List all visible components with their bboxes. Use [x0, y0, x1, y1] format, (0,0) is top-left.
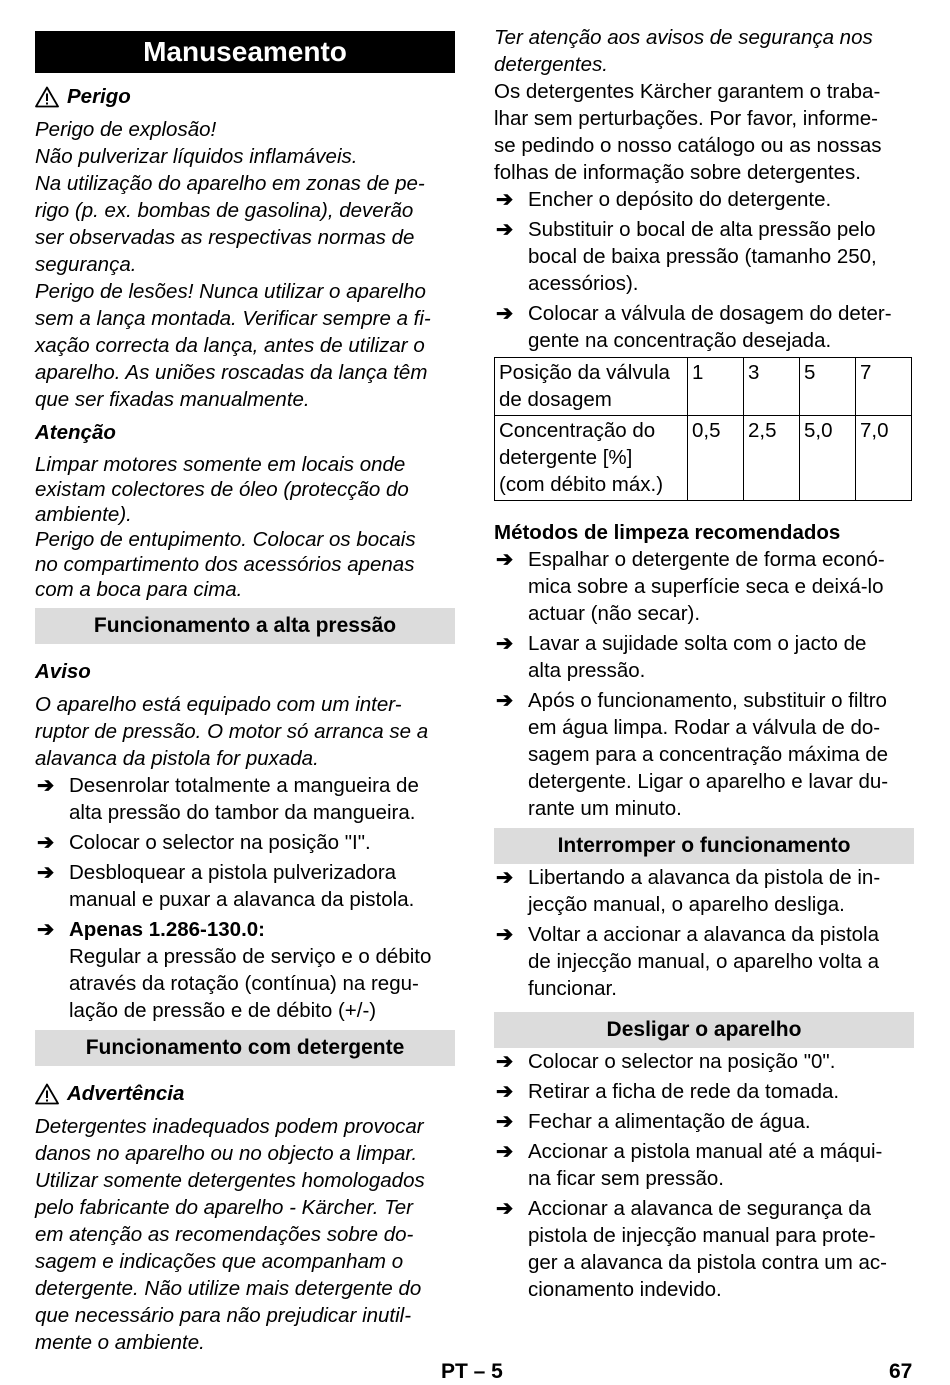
- list-item: ➔ Desbloquear a pistola pulverizadora manual e puxar a alavanca da pistola.: [37, 861, 415, 911]
- notice-heading: [35, 658, 455, 685]
- list-item: ➔ Espalhar o detergente de forma econó- mica sobre a superfície seca e deixá-lo actuar (não secar).: [496, 548, 885, 625]
- warning-heading: [35, 1080, 455, 1107]
- warning-label: Advertência: [67, 1082, 185, 1105]
- list-item: ➔ Após o funcionamento, substituir o filtro em água limpa. Rodar a válvula de do- sagem para a concentração máxima de detergente. Ligar o aparelho e lavar du- rante um minuto.: [496, 689, 889, 820]
- table-row: [495, 416, 912, 501]
- arrow-right-icon: ➔: [496, 689, 514, 712]
- arrow-right-icon: ➔: [496, 923, 514, 946]
- left-column: [35, 24, 455, 1356]
- interrupt-steps: [494, 864, 914, 1002]
- table-cell: 7,0: [856, 416, 912, 501]
- dosage-table: [494, 357, 912, 501]
- arrow-right-icon: ➔: [496, 218, 514, 241]
- notice-text: O aparelho está equipado com um inter- ruptor de pressão. O motor só arranca se a alavanca da pistola for puxada.: [35, 693, 429, 770]
- table-cell: 5,0: [800, 416, 856, 501]
- list-item: ➔ Voltar a accionar a alavanca da pistola de injecção manual, o aparelho volta a funcionar.: [496, 923, 880, 1000]
- arrow-right-icon: ➔: [496, 188, 514, 211]
- attention-heading: [35, 419, 455, 446]
- list-item: ➔ Colocar a válvula de dosagem do deter- gente na concentração desejada.: [496, 302, 892, 352]
- arrow-right-icon: ➔: [496, 1140, 514, 1163]
- list-item: ➔ Colocar o selector na posição "0".: [496, 1050, 836, 1073]
- warning-triangle-icon: [35, 86, 59, 108]
- table-row-label: Concentração do detergente [%] (com débito máx.): [495, 416, 688, 501]
- danger-text: Perigo de explosão! Não pulverizar líquidos inflamáveis. Na utilização do aparelho em zonas de pe- rigo (p. ex. bombas de gasolina), deverão ser observadas as respectivas normas de segurança. Perigo de lesões! Nunca utilizar o aparelho sem a lança montada. Verificar sempre a fi- xação correcta da lança, antes de utilizar o aparelho. As uniões roscadas da lança têm que ser fixadas manualmente.: [35, 118, 431, 411]
- arrow-right-icon: ➔: [496, 1050, 514, 1073]
- high-pressure-steps: [35, 772, 455, 1024]
- detergent-info-text: Os detergentes Kärcher garantem o traba- lhar sem perturbações. Por favor, informe- se pedindo o nosso catálogo ou as nossas folhas de informação sobre detergentes.: [494, 80, 882, 184]
- section-page-number: PT – 5: [441, 1360, 503, 1383]
- table-cell: 0,5: [688, 416, 744, 501]
- warning-text: Detergentes inadequados podem provocar danos no aparelho ou no objecto a limpar. Utilizar somente detergentes homologados pelo fabricante do aparelho - Kärcher. Ter em atenção as recomendações sobre do- sagem e indicações que acompanham o detergente. Não utilize mais detergente do que necessário para não prejudicar inutil- mente o ambiente.: [35, 1115, 425, 1354]
- danger-label: Perigo: [67, 85, 131, 108]
- attention-label: Atenção: [35, 421, 116, 444]
- section-title-switch-off: Desligar o aparelho: [494, 1012, 914, 1048]
- section-title-high-pressure: Funcionamento a alta pressão: [35, 608, 455, 644]
- right-column: [494, 24, 914, 1306]
- arrow-right-icon: ➔: [496, 1080, 514, 1103]
- arrow-right-icon: ➔: [496, 302, 514, 325]
- list-item: ➔ Substituir o bocal de alta pressão pelo bocal de baixa pressão (tamanho 250, acessórios).: [496, 218, 877, 295]
- list-item: ➔ Lavar a sujidade solta com o jacto de alta pressão.: [496, 632, 867, 682]
- arrow-right-icon: ➔: [496, 548, 514, 571]
- table-cell: 1: [688, 358, 744, 416]
- list-item: ➔ Apenas 1.286-130.0: Regular a pressão de serviço e o débito através da rotação (contínua) na regu- lação de pressão e de débito (+/-): [35, 916, 455, 1024]
- list-item: ➔ Colocar o selector na posição "I".: [37, 831, 371, 854]
- table-row-label: Posição da válvula de dosagem: [495, 358, 688, 416]
- arrow-right-icon: ➔: [496, 1197, 514, 1220]
- detergent-steps: [494, 186, 914, 354]
- list-item: ➔ Accionar a alavanca de segurança da pistola de injecção manual para prote- ger a alavanca da pistola contra um ac- cionamento indevido.: [496, 1197, 887, 1301]
- warning-triangle-icon: [35, 1083, 59, 1105]
- methods-heading: Métodos de limpeza recomendados: [494, 521, 841, 544]
- table-cell: 5: [800, 358, 856, 416]
- page-number: 67: [889, 1360, 913, 1383]
- arrow-right-icon: ➔: [37, 918, 55, 941]
- arrow-right-icon: ➔: [37, 774, 55, 797]
- method-steps: [494, 546, 914, 822]
- arrow-right-icon: ➔: [496, 866, 514, 889]
- arrow-right-icon: ➔: [496, 1110, 514, 1133]
- page-title: Manuseamento: [35, 31, 455, 73]
- list-item: ➔ Accionar a pistola manual até a máqui- na ficar sem pressão.: [496, 1140, 883, 1190]
- notice-label: Aviso: [35, 660, 91, 683]
- only-model-label: Apenas 1.286-130.0:: [69, 918, 266, 941]
- attention-text: Limpar motores somente em locais onde existam colectores de óleo (protecção do ambiente). Perigo de entupimento. Colocar os bocais no compartimento dos acessórios apenas com a boca para cima.: [35, 453, 416, 601]
- danger-heading: [35, 83, 455, 110]
- table-row: [495, 358, 912, 416]
- list-item: ➔ Fechar a alimentação de água.: [496, 1110, 811, 1133]
- detergent-safety-note: Ter atenção aos avisos de segurança nos detergentes.: [494, 26, 873, 76]
- table-cell: 7: [856, 358, 912, 416]
- list-item: ➔ Desenrolar totalmente a mangueira de alta pressão do tambor da mangueira.: [37, 774, 419, 824]
- section-title-interrupt: Interromper o funcionamento: [494, 828, 914, 864]
- table-cell: 2,5: [744, 416, 800, 501]
- list-item: ➔ Encher o depósito do detergente.: [496, 188, 832, 211]
- list-item: ➔ Libertando a alavanca da pistola de in- jecção manual, o aparelho desliga.: [496, 866, 881, 916]
- arrow-right-icon: ➔: [496, 632, 514, 655]
- arrow-right-icon: ➔: [37, 831, 55, 854]
- table-cell: 3: [744, 358, 800, 416]
- section-title-detergent: Funcionamento com detergente: [35, 1030, 455, 1066]
- switch-off-steps: [494, 1048, 914, 1303]
- arrow-right-icon: ➔: [37, 861, 55, 884]
- list-item: ➔ Retirar a ficha de rede da tomada.: [496, 1080, 840, 1103]
